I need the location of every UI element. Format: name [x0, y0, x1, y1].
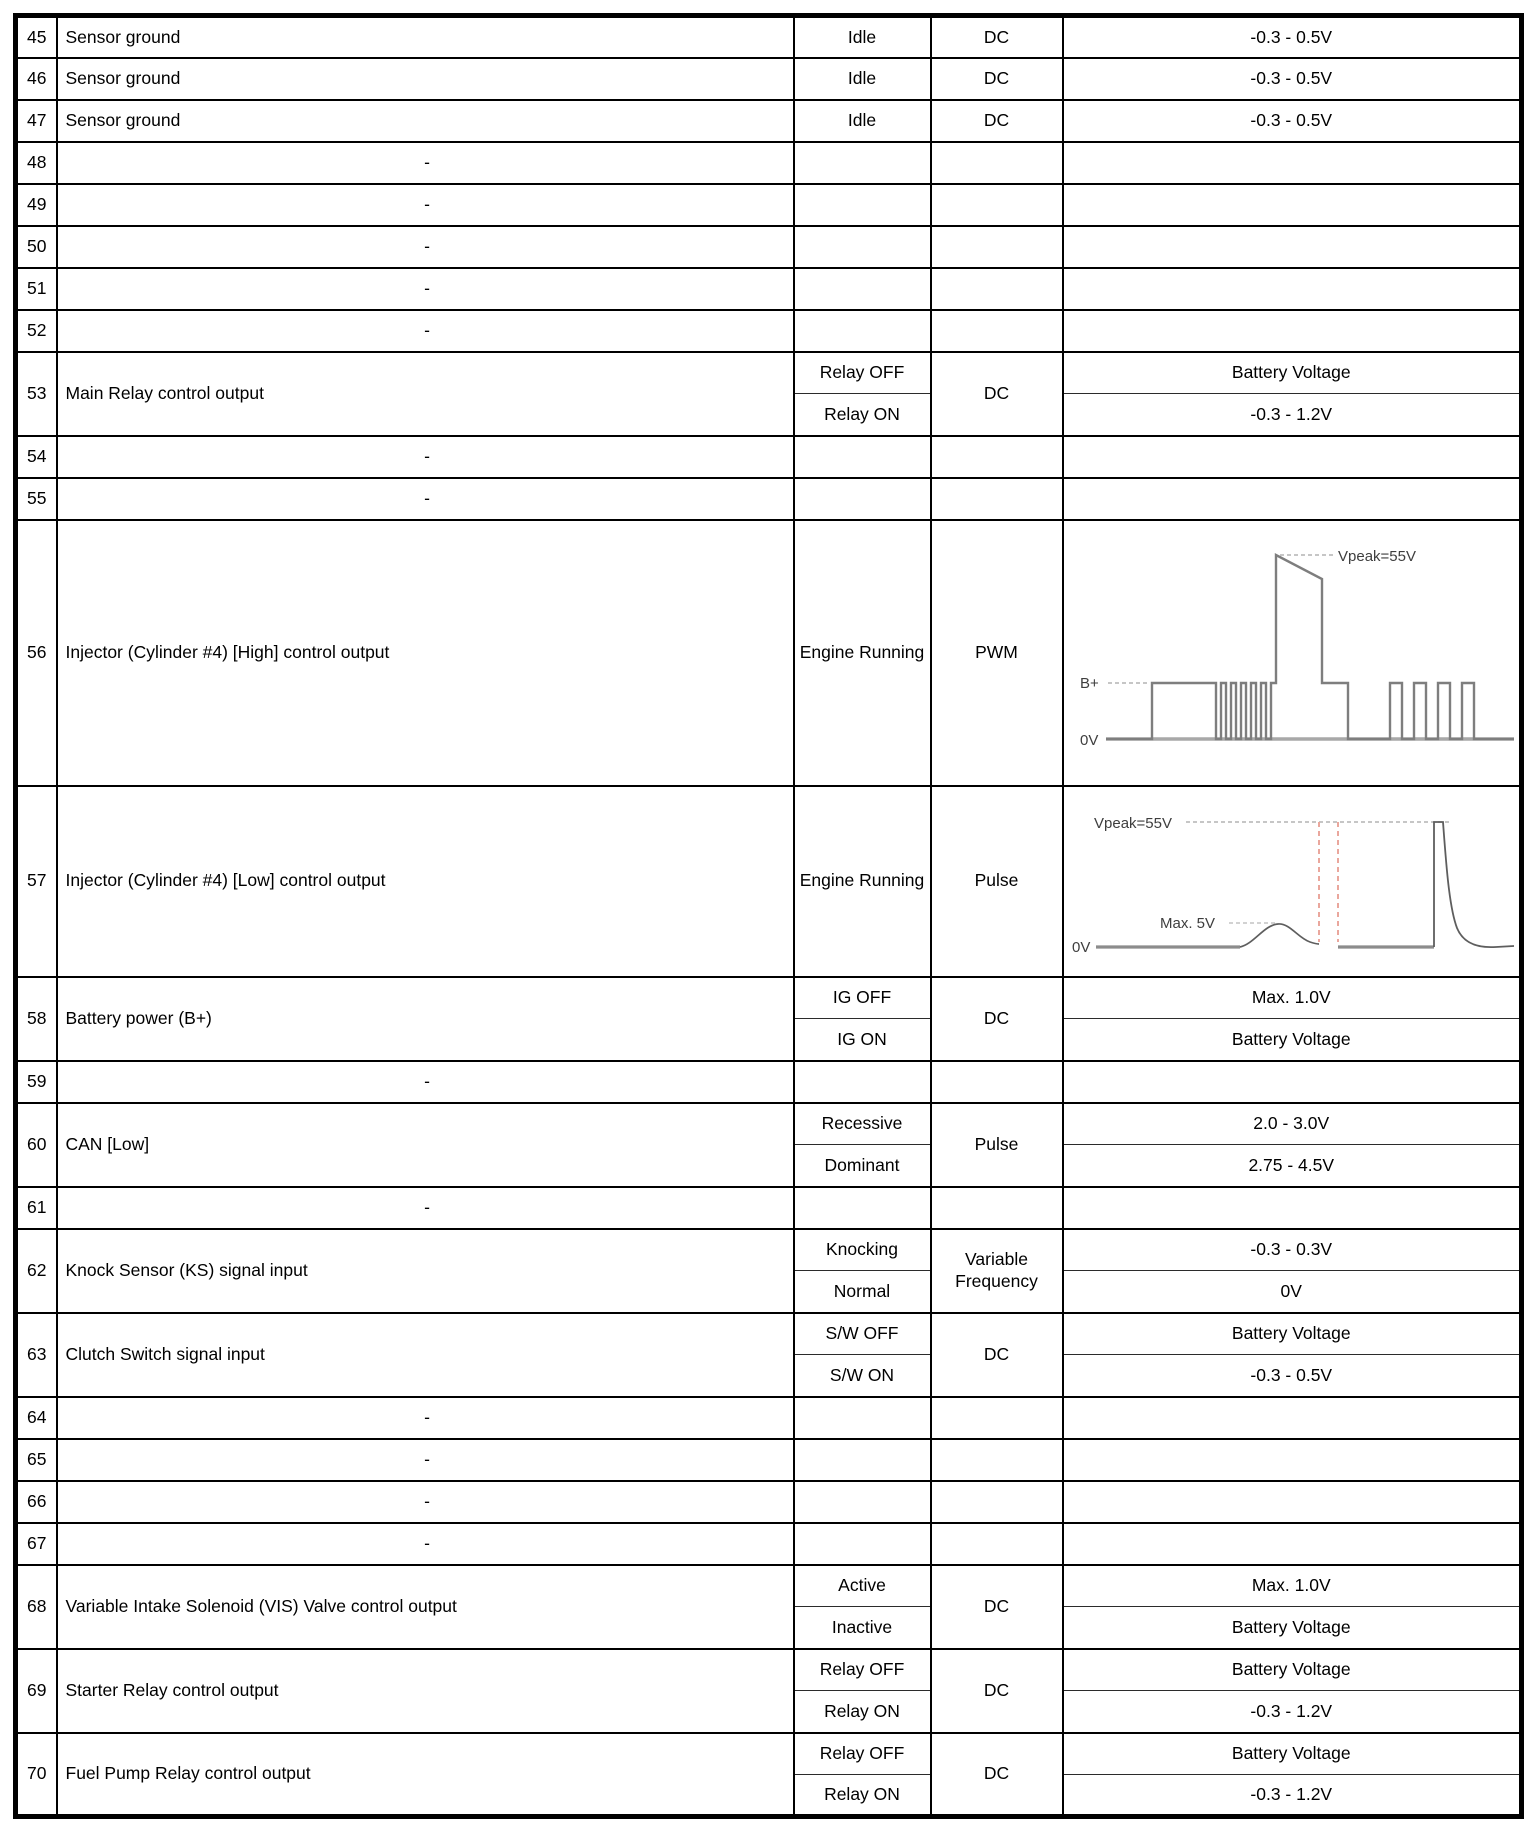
- condition-cell: Relay ON: [794, 1775, 931, 1817]
- type-cell: [931, 1481, 1063, 1523]
- voltage-table-body: [16, 16, 1522, 1817]
- description-cell: Sensor ground: [57, 58, 794, 100]
- description-cell: -: [57, 1187, 794, 1229]
- condition-cell: [794, 478, 931, 520]
- type-cell: [931, 310, 1063, 352]
- type-cell: DC: [931, 1649, 1063, 1733]
- value-cell: Battery Voltage: [1063, 1649, 1522, 1691]
- table-row: [16, 1439, 1522, 1481]
- description-cell: -: [57, 1397, 794, 1439]
- value-cell: Battery Voltage: [1063, 1733, 1522, 1775]
- type-cell: Variable Frequency: [931, 1229, 1063, 1313]
- table-row: [16, 478, 1522, 520]
- description-cell: -: [57, 1523, 794, 1565]
- type-cell: DC: [931, 1565, 1063, 1649]
- type-cell: [931, 268, 1063, 310]
- condition-cell: Engine Running: [794, 520, 931, 786]
- pin-cell: 60: [16, 1103, 57, 1187]
- description-cell: -: [57, 1481, 794, 1523]
- pin-cell: 62: [16, 1229, 57, 1313]
- pin-cell: 46: [16, 58, 57, 100]
- table-row: [16, 352, 1522, 394]
- condition-cell: Recessive: [794, 1103, 931, 1145]
- pin-cell: 56: [16, 520, 57, 786]
- condition-cell: [794, 268, 931, 310]
- condition-cell: Relay ON: [794, 1691, 931, 1733]
- description-cell: Knock Sensor (KS) signal input: [57, 1229, 794, 1313]
- pin-cell: 66: [16, 1481, 57, 1523]
- table-row: [16, 977, 1522, 1019]
- type-cell: [931, 184, 1063, 226]
- bplus-label: B+: [1079, 674, 1099, 692]
- description-cell: -: [57, 436, 794, 478]
- table-row: [16, 1523, 1522, 1565]
- pin-cell: 59: [16, 1061, 57, 1103]
- condition-cell: [794, 1523, 931, 1565]
- pwm-waveform: [1066, 527, 1518, 779]
- value-cell: [1063, 268, 1522, 310]
- value-cell: -0.3 - 0.5V: [1063, 16, 1522, 58]
- condition-cell: IG OFF: [794, 977, 931, 1019]
- type-cell: [931, 1439, 1063, 1481]
- table-row: [16, 1565, 1522, 1607]
- type-cell: DC: [931, 1313, 1063, 1397]
- type-cell: [931, 1523, 1063, 1565]
- condition-cell: [794, 184, 931, 226]
- type-cell: [931, 1397, 1063, 1439]
- table-row: [16, 520, 1522, 786]
- pin-cell: 58: [16, 977, 57, 1061]
- type-cell: Pulse: [931, 786, 1063, 977]
- table-row: [16, 786, 1522, 977]
- value-cell: [1063, 226, 1522, 268]
- value-cell: Battery Voltage: [1063, 1019, 1522, 1061]
- type-cell: [931, 436, 1063, 478]
- condition-cell: Idle: [794, 100, 931, 142]
- zero-volt-label: 0V: [1072, 939, 1091, 956]
- pin-cell: 49: [16, 184, 57, 226]
- condition-cell: Inactive: [794, 1607, 931, 1649]
- condition-cell: Idle: [794, 16, 931, 58]
- value-cell: -0.3 - 1.2V: [1063, 1775, 1522, 1817]
- pin-cell: 69: [16, 1649, 57, 1733]
- pin-cell: 57: [16, 786, 57, 977]
- value-cell: [1063, 1187, 1522, 1229]
- condition-cell: S/W OFF: [794, 1313, 931, 1355]
- condition-cell: [794, 142, 931, 184]
- pin-cell: 68: [16, 1565, 57, 1649]
- type-cell: DC: [931, 58, 1063, 100]
- condition-cell: Engine Running: [794, 786, 931, 977]
- type-cell: DC: [931, 352, 1063, 436]
- description-cell: Injector (Cylinder #4) [High] control output: [57, 520, 794, 786]
- condition-cell: [794, 310, 931, 352]
- value-cell: Battery Voltage: [1063, 352, 1522, 394]
- value-cell: [1063, 1523, 1522, 1565]
- pin-cell: 52: [16, 310, 57, 352]
- description-cell: Main Relay control output: [57, 352, 794, 436]
- table-row: [16, 436, 1522, 478]
- condition-cell: [794, 1187, 931, 1229]
- description-cell: CAN [Low]: [57, 1103, 794, 1187]
- condition-cell: Normal: [794, 1271, 931, 1313]
- pin-cell: 65: [16, 1439, 57, 1481]
- value-cell: [1063, 1061, 1522, 1103]
- table-row: [16, 1061, 1522, 1103]
- description-cell: Variable Intake Solenoid (VIS) Valve control output: [57, 1565, 794, 1649]
- type-cell: [931, 226, 1063, 268]
- table-row: [16, 100, 1522, 142]
- condition-cell: Relay ON: [794, 394, 931, 436]
- type-cell: [931, 478, 1063, 520]
- table-row: [16, 1649, 1522, 1691]
- value-cell: [1063, 1397, 1522, 1439]
- table-row: [16, 1229, 1522, 1271]
- condition-cell: IG ON: [794, 1019, 931, 1061]
- description-cell: -: [57, 310, 794, 352]
- description-cell: -: [57, 184, 794, 226]
- condition-cell: Relay OFF: [794, 1649, 931, 1691]
- pin-cell: 63: [16, 1313, 57, 1397]
- condition-cell: [794, 1481, 931, 1523]
- table-row: [16, 226, 1522, 268]
- table-row: [16, 16, 1522, 58]
- value-cell: [1063, 520, 1522, 786]
- value-cell: 0V: [1063, 1271, 1522, 1313]
- table-row: [16, 58, 1522, 100]
- description-cell: -: [57, 1439, 794, 1481]
- value-cell: -0.3 - 1.2V: [1063, 1691, 1522, 1733]
- value-cell: [1063, 184, 1522, 226]
- type-cell: [931, 1187, 1063, 1229]
- value-cell: Battery Voltage: [1063, 1313, 1522, 1355]
- value-cell: [1063, 1481, 1522, 1523]
- table-row: [16, 268, 1522, 310]
- pulse-waveform: [1066, 792, 1516, 970]
- pin-cell: 47: [16, 100, 57, 142]
- value-cell: -0.3 - 0.3V: [1063, 1229, 1522, 1271]
- condition-cell: Relay OFF: [794, 352, 931, 394]
- zero-volt-label: 0V: [1079, 731, 1098, 749]
- description-cell: Sensor ground: [57, 100, 794, 142]
- pulse-spike-trace: [1434, 822, 1514, 947]
- type-cell: DC: [931, 16, 1063, 58]
- condition-cell: Active: [794, 1565, 931, 1607]
- pin-cell: 50: [16, 226, 57, 268]
- condition-cell: Relay OFF: [794, 1733, 931, 1775]
- table-row: [16, 310, 1522, 352]
- value-cell: 2.0 - 3.0V: [1063, 1103, 1522, 1145]
- pin-cell: 64: [16, 1397, 57, 1439]
- description-cell: Sensor ground: [57, 16, 794, 58]
- table-row: [16, 1733, 1522, 1775]
- value-cell: -0.3 - 0.5V: [1063, 1355, 1522, 1397]
- table-row: [16, 1481, 1522, 1523]
- value-cell: [1063, 142, 1522, 184]
- pin-cell: 55: [16, 478, 57, 520]
- value-cell: Max. 1.0V: [1063, 977, 1522, 1019]
- value-cell: [1063, 436, 1522, 478]
- value-cell: -0.3 - 0.5V: [1063, 100, 1522, 142]
- pin-cell: 54: [16, 436, 57, 478]
- vpeak-label: Vpeak=55V: [1094, 815, 1173, 832]
- pin-cell: 70: [16, 1733, 57, 1817]
- condition-cell: [794, 226, 931, 268]
- description-cell: Injector (Cylinder #4) [Low] control output: [57, 786, 794, 977]
- description-cell: -: [57, 142, 794, 184]
- description-cell: Battery power (B+): [57, 977, 794, 1061]
- description-cell: Starter Relay control output: [57, 1649, 794, 1733]
- type-cell: [931, 1061, 1063, 1103]
- value-cell: -0.3 - 0.5V: [1063, 58, 1522, 100]
- condition-cell: [794, 1061, 931, 1103]
- condition-cell: [794, 436, 931, 478]
- description-cell: -: [57, 268, 794, 310]
- description-cell: -: [57, 478, 794, 520]
- table-row: [16, 1313, 1522, 1355]
- value-cell: [1063, 1439, 1522, 1481]
- value-cell: -0.3 - 1.2V: [1063, 394, 1522, 436]
- max5v-label: Max. 5V: [1160, 915, 1216, 932]
- value-cell: 2.75 - 4.5V: [1063, 1145, 1522, 1187]
- description-cell: -: [57, 226, 794, 268]
- type-cell: Pulse: [931, 1103, 1063, 1187]
- bump-trace: [1240, 924, 1319, 947]
- pin-cell: 53: [16, 352, 57, 436]
- pin-cell: 48: [16, 142, 57, 184]
- table-row: [16, 1397, 1522, 1439]
- value-cell: [1063, 786, 1522, 977]
- value-cell: Battery Voltage: [1063, 1607, 1522, 1649]
- pin-cell: 45: [16, 16, 57, 58]
- table-row: [16, 1103, 1522, 1145]
- value-cell: [1063, 478, 1522, 520]
- description-cell: Fuel Pump Relay control output: [57, 1733, 794, 1817]
- type-cell: PWM: [931, 520, 1063, 786]
- condition-cell: Dominant: [794, 1145, 931, 1187]
- type-cell: DC: [931, 1733, 1063, 1817]
- condition-cell: [794, 1397, 931, 1439]
- table-row: [16, 142, 1522, 184]
- pin-cell: 67: [16, 1523, 57, 1565]
- condition-cell: Knocking: [794, 1229, 931, 1271]
- value-cell: [1063, 310, 1522, 352]
- condition-cell: [794, 1439, 931, 1481]
- pin-cell: 51: [16, 268, 57, 310]
- table-row: [16, 1187, 1522, 1229]
- description-cell: -: [57, 1061, 794, 1103]
- vpeak-label: Vpeak=55V: [1337, 547, 1416, 565]
- voltage-table: [13, 13, 1524, 1819]
- type-cell: DC: [931, 977, 1063, 1061]
- value-cell: Max. 1.0V: [1063, 1565, 1522, 1607]
- description-cell: Clutch Switch signal input: [57, 1313, 794, 1397]
- condition-cell: S/W ON: [794, 1355, 931, 1397]
- table-row: [16, 184, 1522, 226]
- type-cell: [931, 142, 1063, 184]
- pin-cell: 61: [16, 1187, 57, 1229]
- type-cell: DC: [931, 100, 1063, 142]
- pwm-signal-trace: [1106, 555, 1514, 739]
- condition-cell: Idle: [794, 58, 931, 100]
